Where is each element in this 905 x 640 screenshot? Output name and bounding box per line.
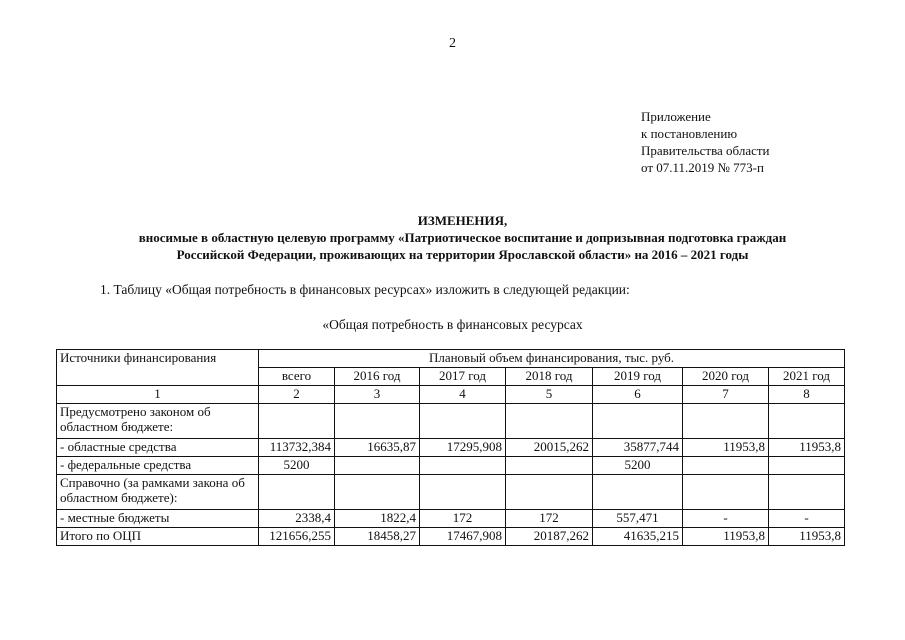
column-number: 3 [335, 386, 420, 404]
table-cell: 172 [506, 510, 593, 528]
subheader-cell: 2018 год [506, 368, 593, 386]
row-source: Справочно (за рамками закона об областном бюджете): [57, 475, 259, 510]
table-cell: 172 [420, 510, 506, 528]
table-cell: 16635,87 [335, 439, 420, 457]
table-cell [506, 404, 593, 439]
row-source: Итого по ОЦП [57, 528, 259, 546]
table-cell [769, 475, 845, 510]
table-row-total [57, 528, 845, 546]
column-number: 1 [57, 386, 259, 404]
appendix-line: к постановлению [641, 126, 738, 141]
row-source: Предусмотрено законом об областном бюджете: [57, 404, 259, 439]
table-row [57, 510, 845, 528]
table-caption: «Общая потребность в финансовых ресурсах [322, 317, 583, 332]
table-cell: - [683, 510, 769, 528]
title-heading: ИЗМЕНЕНИЯ, [417, 213, 508, 228]
table-cell: 5200 [593, 457, 683, 475]
table-cell: 11953,8 [683, 439, 769, 457]
table-cell: 35877,744 [593, 439, 683, 457]
row-source: - областные средства [57, 439, 259, 457]
subheader-cell: 2017 год [420, 368, 506, 386]
table-cell [769, 457, 845, 475]
table-cell [769, 404, 845, 439]
page-number: 2 [449, 36, 456, 51]
title-line: вносимые в областную целевую программу «Патриотическое воспитание и допризывная подготовка граждан [138, 230, 787, 245]
table-cell: 41635,215 [593, 528, 683, 546]
paragraph-instruction: 1. Таблицу «Общая потребность в финансовых ресурсах» изложить в следующей редакции: [100, 282, 630, 297]
title-line: Российской Федерации, проживающих на территории Ярославской области» на 2016 – 2021 годы [176, 247, 749, 262]
table-cell: 17295,908 [420, 439, 506, 457]
table-cell: 113732,384 [259, 439, 335, 457]
table-cell [506, 457, 593, 475]
table-cell [683, 475, 769, 510]
row-source: - федеральные средства [57, 457, 259, 475]
subheader-cell: 2021 год [769, 368, 845, 386]
finance-table [56, 349, 845, 546]
column-number: 5 [506, 386, 593, 404]
table-cell: 17467,908 [420, 528, 506, 546]
table-cell [259, 475, 335, 510]
table-row [57, 475, 845, 510]
table-cell: 20187,262 [506, 528, 593, 546]
appendix-block [641, 108, 770, 176]
table-cell [420, 475, 506, 510]
column-number: 2 [259, 386, 335, 404]
table-cell [335, 475, 420, 510]
table-cell [593, 475, 683, 510]
table-cell [420, 457, 506, 475]
column-number: 6 [593, 386, 683, 404]
table-header-row [57, 350, 845, 368]
table-cell: 1822,4 [335, 510, 420, 528]
table-cell [335, 457, 420, 475]
table-cell [506, 475, 593, 510]
table-row [57, 439, 845, 457]
column-number: 8 [769, 386, 845, 404]
table-cell [593, 404, 683, 439]
appendix-line: Приложение [641, 109, 711, 124]
table-cell: 121656,255 [259, 528, 335, 546]
table-cell: 557,471 [593, 510, 683, 528]
subheader-cell: 2016 год [335, 368, 420, 386]
subheader-cell: 2020 год [683, 368, 769, 386]
row-source: - местные бюджеты [57, 510, 259, 528]
table-cell: 5200 [259, 457, 335, 475]
table-cell [420, 404, 506, 439]
table-cell [335, 404, 420, 439]
subheader-cell: всего [259, 368, 335, 386]
column-number: 7 [683, 386, 769, 404]
table-cell [683, 457, 769, 475]
table-cell: 2338,4 [259, 510, 335, 528]
header-source: Источники финансирования [57, 350, 259, 386]
column-numbers-row [57, 386, 845, 404]
table-cell: - [769, 510, 845, 528]
table-cell [683, 404, 769, 439]
table-cell: 18458,27 [335, 528, 420, 546]
appendix-line: от 07.11.2019 № 773-п [641, 160, 764, 175]
appendix-line: Правительства области [641, 143, 770, 158]
table-cell: 11953,8 [683, 528, 769, 546]
table-cell: 11953,8 [769, 439, 845, 457]
column-number: 4 [420, 386, 506, 404]
document-title [40, 212, 885, 263]
table-cell: 11953,8 [769, 528, 845, 546]
table-cell [259, 404, 335, 439]
header-plan: Плановый объем финансирования, тыс. руб. [259, 350, 845, 368]
table-cell: 20015,262 [506, 439, 593, 457]
subheader-cell: 2019 год [593, 368, 683, 386]
table-row [57, 457, 845, 475]
table-row [57, 404, 845, 439]
